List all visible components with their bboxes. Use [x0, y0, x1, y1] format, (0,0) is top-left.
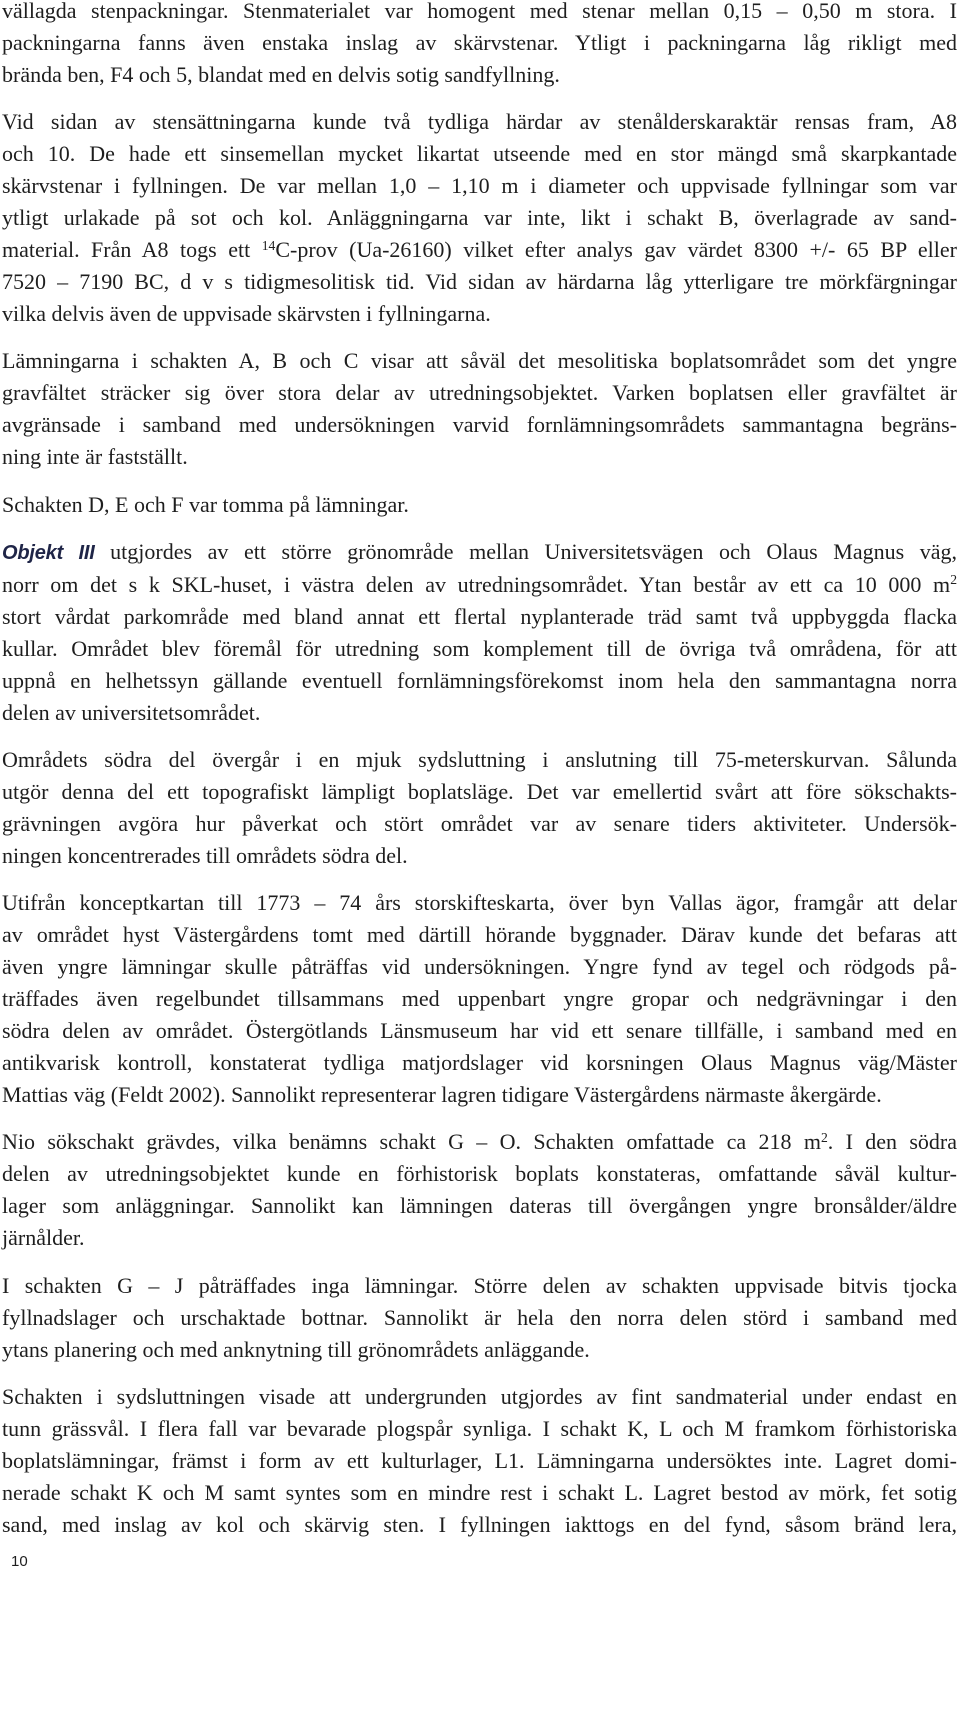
text-line: av området hyst Västergårdens tomt med därtill hörande byggnader. Därav kunde det befaras att	[2, 922, 957, 948]
text-run: material. Från A8 togs ett	[2, 237, 262, 263]
text-line	[2, 234, 957, 266]
text-line: gravfältet sträcker sig över stora delar av utredningsobjektet. Varken boplatsen eller gravfältet är	[2, 380, 957, 406]
text-line: sand, med inslag av kol och skärvig sten. I fyllningen iakttogs en del fynd, såsom bränd lera,	[2, 1511, 957, 1537]
text-line: avgränsade i samband med undersökningen varvid fornlämningsområdets sammantagna begräns-	[2, 412, 957, 438]
paragraph	[2, 1270, 957, 1366]
text-line: antikvarisk kontroll, konstaterat tydliga matjordslager vid korsningen Olaus Magnus väg/Mäster	[2, 1050, 957, 1076]
text-run: Nio sökschakt grävdes, vilka benämns schakt G – O. Schakten omfattade ca 218 m	[2, 1129, 821, 1155]
text-run: utgjordes av ett större grönområde mellan Universitetsvägen och Olaus Magnus väg,	[94, 538, 957, 564]
text-line: utgör denna del ett topografiskt lämpligt boplatsläge. Det var emellertid svårt att före sökschakts-	[2, 778, 957, 804]
text-line: ytans planering och med anknytning till grönområdets anläggande.	[2, 1336, 590, 1362]
text-line: stort vårdat parkområde med bland annat ett flertal nyplanterade träd samt två uppbyggda flacka	[2, 603, 957, 629]
text-line: ytligt urlakade på sot och kol. Anläggningarna var inte, likt i schakt B, överlagrade av sand-	[2, 205, 957, 231]
text-line: och 10. De hade ett sinsemellan mycket likartat utseende med en stor mängd små skarpkantade	[2, 141, 957, 167]
page-number: 10	[11, 1553, 28, 1570]
paragraph	[2, 536, 957, 729]
text-line: Schakten i sydsluttningen visade att undergrunden utgjordes av fint sandmaterial under endast en	[2, 1383, 957, 1409]
paragraph	[2, 1381, 957, 1541]
superscript: 2	[950, 572, 957, 588]
text-line: skärvstenar i fyllningen. De var mellan 1,0 – 1,10 m i diameter och uppvisade fyllningar som var	[2, 173, 957, 199]
text-line: 7520 – 7190 BC, d v s tidigmesolitisk tid. Vid sidan av härdarna låg ytterligare tre mörkfärgningar	[2, 269, 957, 295]
paragraph	[2, 744, 957, 872]
inline-heading: Objekt III	[2, 541, 95, 564]
paragraph	[2, 0, 957, 91]
paragraph	[2, 1126, 957, 1254]
text-run: . I den södra	[827, 1129, 957, 1155]
text-line: kullar. Området blev föremål för utredning som komplement till de övriga två områdena, för att	[2, 635, 957, 661]
superscript: 14	[261, 237, 276, 253]
text-run: C-prov (Ua-26160) vilket efter analys gav värdet 8300 +/- 65 BP eller	[275, 237, 958, 263]
text-line: grävningen avgöra hur påverkat och stört området var av senare tiders aktiviteter. Undersök-	[2, 810, 957, 836]
text-line: nerade schakt K och M samt syntes som en mindre rest i schakt L. Lagret bestod av mörk, fet sotig	[2, 1479, 957, 1505]
text-line: uppnå en helhetssyn gällande eventuell fornlämningsförekomst inom hela den sammantagna norra	[2, 667, 957, 693]
text-line: tunn grässvål. I flera fall var bevarade plogspår synliga. I schakt K, L och M framkom förhistoriska	[2, 1415, 957, 1441]
text-line: vällagda stenpackningar. Stenmaterialet var homogent med stenar mellan 0,15 – 0,50 m stora. I	[2, 0, 957, 23]
text-line: vilka delvis även de uppvisade skärvsten i fyllningarna.	[2, 301, 491, 327]
text-line: Vid sidan av stensättningarna kunde två tydliga härdar av stenålderskaraktär rensas fram, A8	[2, 109, 957, 135]
text-line: även yngre lämningar skulle påträffas vid undersökningen. Yngre fynd av tegel och rödgods på-	[2, 954, 957, 980]
text-line: lager som anläggningar. Sannolikt kan lämningen dateras till övergången yngre bronsålder/äldre	[2, 1193, 957, 1219]
text-line: Lämningarna i schakten A, B och C visar att såväl det mesolitiska boplatsområdet som det yngre	[2, 348, 957, 374]
text-line: Områdets södra del övergår i en mjuk sydsluttning i anslutning till 75-meterskurvan. Sålunda	[2, 746, 957, 772]
text-line: Mattias väg (Feldt 2002). Sannolikt representerar lagren tidigare Västergårdens närmaste åkergärde.	[2, 1082, 882, 1108]
paragraph	[2, 489, 957, 521]
text-line	[2, 569, 957, 601]
text-line: delen av universitetsområdet.	[2, 699, 261, 725]
text-line: södra delen av området. Östergötlands Länsmuseum har vid ett senare tillfälle, i samband med en	[2, 1018, 957, 1044]
paragraph	[2, 345, 957, 473]
text-line	[2, 1126, 957, 1158]
text-line	[2, 536, 957, 569]
text-line: delen av utredningsobjektet kunde en förhistorisk boplats konstateras, omfattande såväl kultur-	[2, 1161, 957, 1187]
text-line: I schakten G – J påträffades inga lämningar. Större delen av schakten uppvisade bitvis tjocka	[2, 1272, 957, 1298]
text-line: ning inte är fastställt.	[2, 444, 188, 470]
text-line: Schakten D, E och F var tomma på lämningar.	[2, 491, 409, 517]
text-line: järnålder.	[2, 1225, 85, 1251]
text-line: packningarna fanns även enstaka inslag av skärvstenar. Ytligt i packningarna låg rikligt med	[2, 30, 957, 55]
superscript: 2	[820, 1129, 828, 1145]
text-line: fyllnadslager och urschaktade bottnar. Sannolikt är hela den norra delen störd i samband med	[2, 1304, 957, 1330]
text-line: boplatslämningar, främst i form av ett kulturlager, L1. Lämningarna undersöktes inte. Lagret domi-	[2, 1447, 957, 1473]
text-run: norr om det s k SKL-huset, i västra delen av utredningsområdet. Ytan består av ett ca 10 000 m	[2, 571, 951, 597]
paragraph	[2, 106, 957, 330]
paragraph	[2, 887, 957, 1111]
text-line: ningen koncentrerades till områdets södra del.	[2, 842, 408, 868]
body-text	[2, 0, 957, 1556]
text-line: brända ben, F4 och 5, blandat med en delvis sotig sandfyllning.	[2, 62, 560, 87]
text-line: Utifrån konceptkartan till 1773 – 74 års storskifteskarta, över byn Vallas ägor, framgår att delar	[2, 890, 957, 916]
text-line: träffades även regelbundet tillsammans med uppenbart yngre gropar och nedgrävningar i den	[2, 986, 957, 1012]
